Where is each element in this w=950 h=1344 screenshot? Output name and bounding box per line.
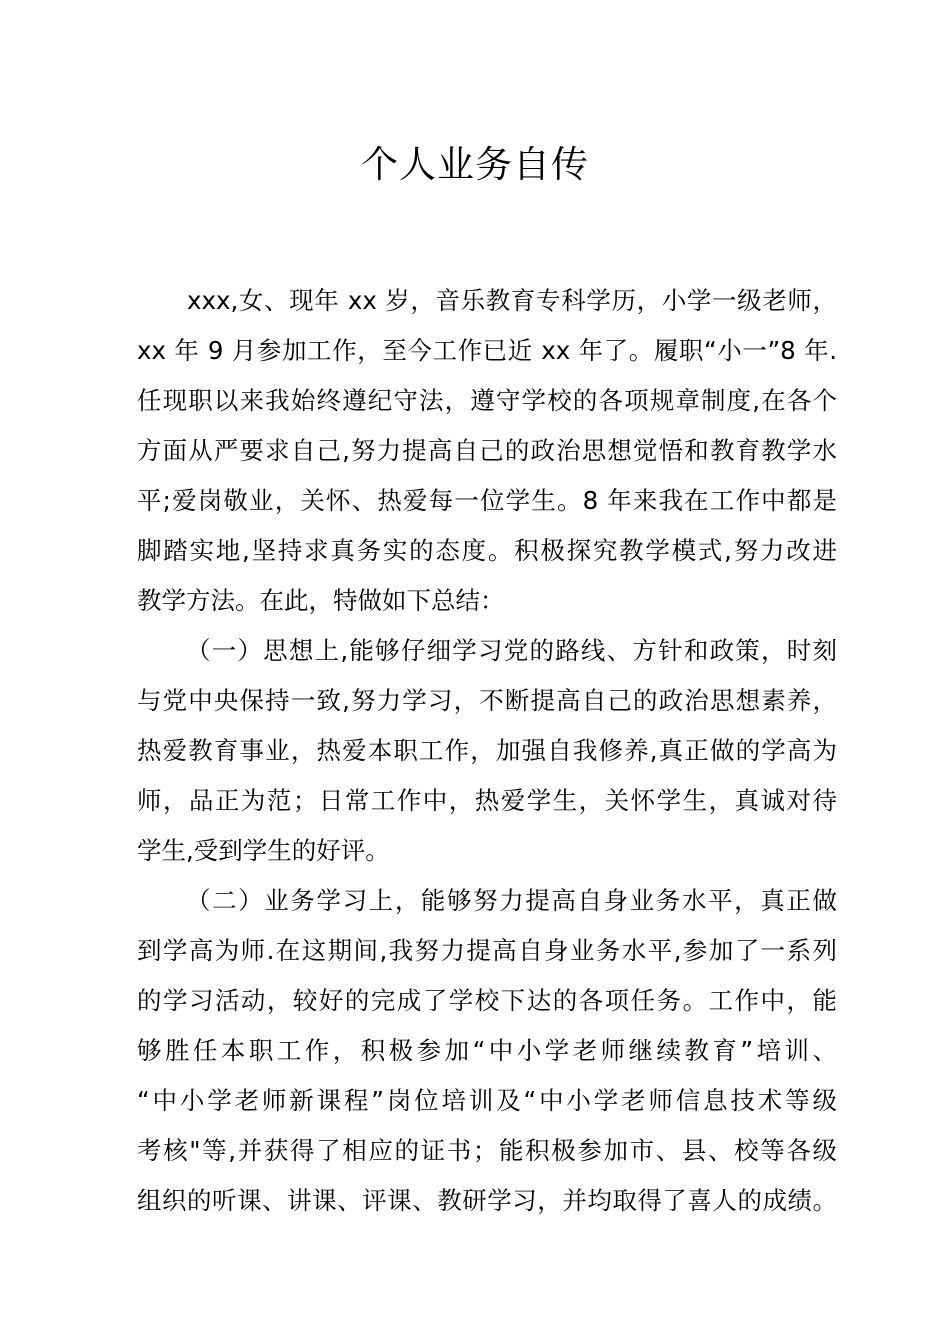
document-body [137, 276, 837, 1226]
text-line: 脚踏实地,坚持求真务实的态度。积极探究教学模式,努力改进 [137, 536, 837, 565]
document-title: 个人业务自传 [361, 143, 589, 186]
text-line: 考核"等,并获得了相应的证书；能积极参加市、县、校等各级 [137, 1136, 837, 1165]
text-line: 到学高为师.在这期间,我努力提高自身业务水平,参加了一系列 [137, 936, 837, 965]
text-line: 的学习活动，较好的完成了学校下达的各项任务。工作中，能 [137, 986, 837, 1015]
text-line: 与党中央保持一致,努力学习，不断提高自己的政治思想素养， [137, 686, 837, 715]
text-line: 师，品正为范；日常工作中，热爱学生，关怀学生，真诚对待 [137, 786, 837, 815]
text-line: 平;爱岗敬业，关怀、热爱每一位学生。8 年来我在工作中都是 [137, 486, 837, 515]
text-line: 学生,受到学生的好评。 [137, 836, 390, 865]
text-line: 组织的听课、讲课、评课、教研学习，并均取得了喜人的成绩。 [137, 1186, 837, 1215]
text-line: 任现职以来我始终遵纪守法，遵守学校的各项规章制度,在各个 [137, 386, 837, 415]
text-line: xxx,女、现年 xx 岁，音乐教育专科学历，小学一级老师， [187, 286, 837, 315]
text-line: （一）思想上,能够仔细学习党的路线、方针和政策，时刻 [186, 636, 837, 665]
text-line: 热爱教育事业，热爱本职工作，加强自我修养,真正做的学高为 [137, 736, 837, 765]
text-line: 够胜任本职工作，积极参加“中小学老师继续教育”培训、 [137, 1036, 837, 1065]
text-line: 方面从严要求自己,努力提高自己的政治思想觉悟和教育教学水 [137, 436, 837, 465]
text-line: xx 年 9 月参加工作，至今工作已近 xx 年了。履职“小一”8 年. [137, 336, 837, 365]
text-line: “中小学老师新课程”岗位培训及“中小学老师信息技术等级 [137, 1086, 837, 1115]
text-line: 教学方法。在此，特做如下总结： [137, 586, 505, 615]
text-line: （二）业务学习上，能够努力提高自身业务水平，真正做 [186, 886, 837, 915]
